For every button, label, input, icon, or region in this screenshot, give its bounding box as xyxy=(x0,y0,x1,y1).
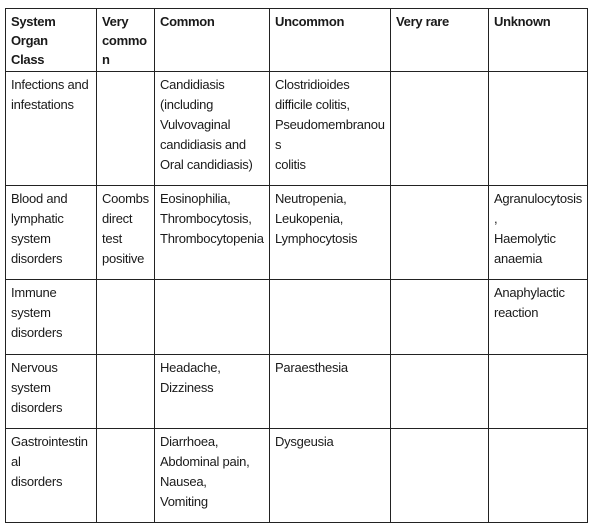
cell-common xyxy=(155,280,270,355)
cell-very-common xyxy=(97,355,155,429)
cell-uncommon: Neutropenia, Leukopenia, Lymphocytosis xyxy=(270,186,391,280)
header-common: Common xyxy=(155,9,270,72)
cell-system-organ-class: Infections and infestations xyxy=(6,72,97,186)
cell-unknown: Anaphylactic reaction xyxy=(489,280,588,355)
cell-system-organ-class: Gastrointestinal disorders xyxy=(6,429,97,523)
cell-common: Headache, Dizziness xyxy=(155,355,270,429)
table-row xyxy=(6,355,588,429)
cell-system-organ-class: Immune system disorders xyxy=(6,280,97,355)
header-unknown: Unknown xyxy=(489,9,588,72)
header-very-common: Very common xyxy=(97,9,155,72)
cell-uncommon: Paraesthesia xyxy=(270,355,391,429)
cell-very-common xyxy=(97,429,155,523)
cell-system-organ-class: Nervous system disorders xyxy=(6,355,97,429)
cell-uncommon: Clostridioides difficile colitis, Pseudomembranous colitis xyxy=(270,72,391,186)
header-uncommon: Uncommon xyxy=(270,9,391,72)
cell-unknown xyxy=(489,72,588,186)
cell-very-common xyxy=(97,72,155,186)
cell-uncommon xyxy=(270,280,391,355)
header-very-rare: Very rare xyxy=(391,9,489,72)
cell-very-rare xyxy=(391,429,489,523)
cell-common: Eosinophilia, Thrombocytosis, Thrombocytopenia xyxy=(155,186,270,280)
cell-very-rare xyxy=(391,186,489,280)
cell-common: Diarrhoea, Abdominal pain, Nausea, Vomiting xyxy=(155,429,270,523)
table-row xyxy=(6,429,588,523)
cell-very-rare xyxy=(391,280,489,355)
cell-unknown xyxy=(489,429,588,523)
cell-common: Candidiasis (including Vulvovaginal candidiasis and Oral candidiasis) xyxy=(155,72,270,186)
table-row xyxy=(6,72,588,186)
adverse-reactions-table xyxy=(5,8,588,523)
cell-unknown xyxy=(489,355,588,429)
table-row xyxy=(6,186,588,280)
cell-very-common xyxy=(97,280,155,355)
cell-uncommon: Dysgeusia xyxy=(270,429,391,523)
adverse-reactions-table-container xyxy=(5,8,588,523)
table-header-row xyxy=(6,9,588,72)
header-system-organ-class: System Organ Class xyxy=(6,9,97,72)
cell-unknown: Agranulocytosis, Haemolytic anaemia xyxy=(489,186,588,280)
table-row xyxy=(6,280,588,355)
cell-very-rare xyxy=(391,72,489,186)
cell-very-rare xyxy=(391,355,489,429)
cell-system-organ-class: Blood and lymphatic system disorders xyxy=(6,186,97,280)
cell-very-common: Coombs direct test positive xyxy=(97,186,155,280)
